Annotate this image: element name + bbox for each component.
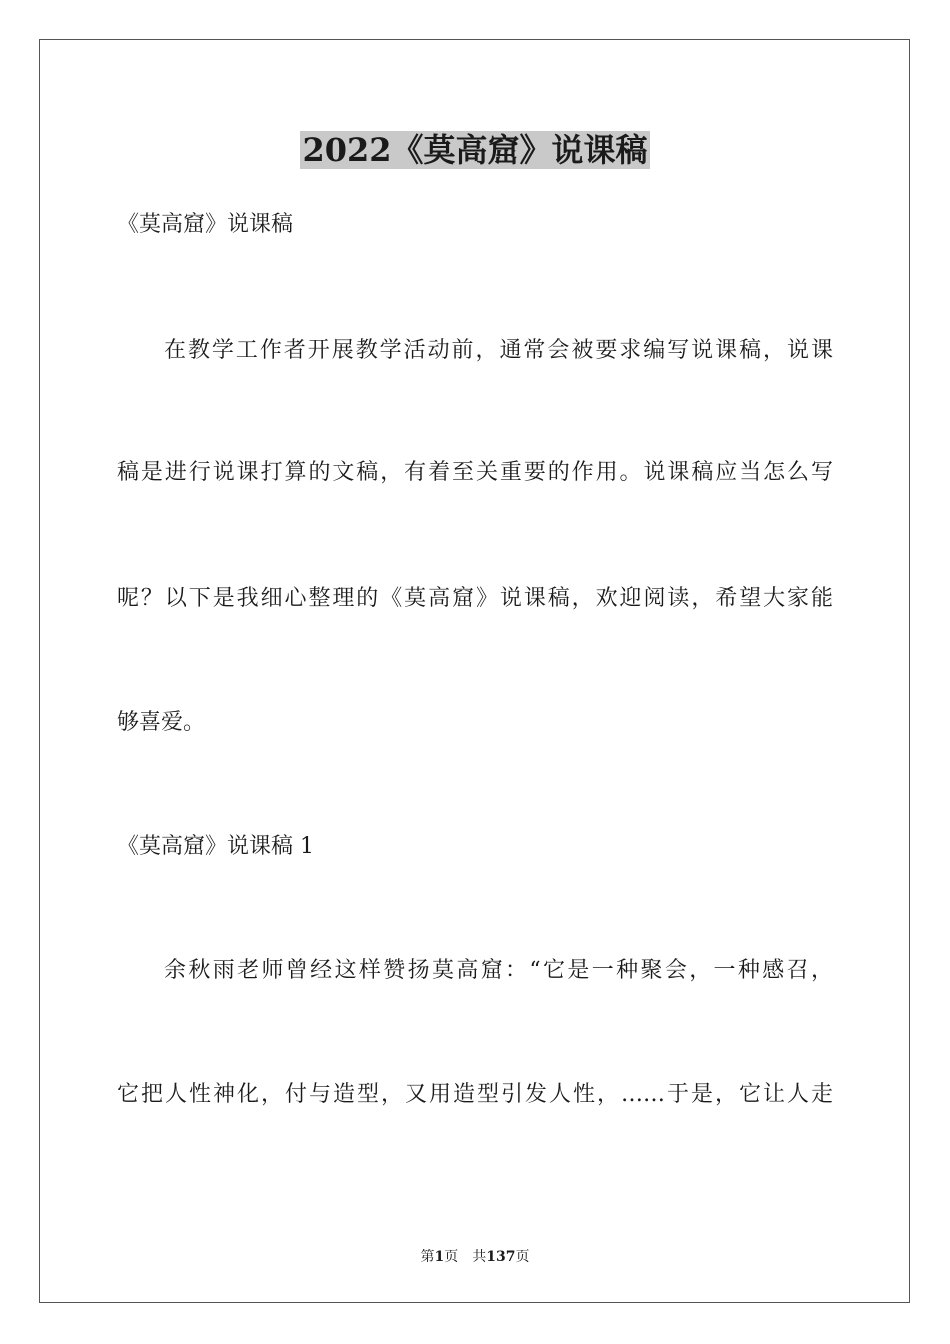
- page-footer: [0, 1247, 950, 1267]
- document-title-text: 2022《莫高窟》说课稿: [302, 131, 648, 169]
- intro-line-2: 稿是进行说课打算的文稿，有着至关重要的作用。说课稿应当怎么写: [117, 460, 833, 485]
- footer-page-prefix: 第: [420, 1249, 435, 1265]
- section-line-2: 它把人性神化，付与造型，又用造型引发人性，……于是，它让人走: [117, 1082, 833, 1107]
- intro-line-3: 呢？以下是我细心整理的《莫高窟》说课稿，欢迎阅读，希望大家能: [117, 586, 833, 611]
- intro-line-1: 在教学工作者开展教学活动前，通常会被要求编写说课稿，说课: [164, 338, 833, 363]
- footer-page-number: 1: [434, 1249, 445, 1265]
- section-heading: 《莫高窟》说课稿 1: [117, 834, 314, 859]
- section-line-1: 余秋雨老师曾经这样赞扬莫高窟：“它是一种聚会，一种感召，: [164, 958, 833, 983]
- document-title: [0, 128, 950, 172]
- intro-line-4: 够喜爱。: [117, 710, 206, 735]
- footer-total-suffix: 页: [515, 1249, 530, 1265]
- footer-page-suffix: 页: [444, 1249, 459, 1265]
- footer-total-pages: 137: [486, 1249, 516, 1265]
- footer-total-prefix: 共: [472, 1249, 487, 1265]
- document-subtitle: 《莫高窟》说课稿: [117, 212, 294, 237]
